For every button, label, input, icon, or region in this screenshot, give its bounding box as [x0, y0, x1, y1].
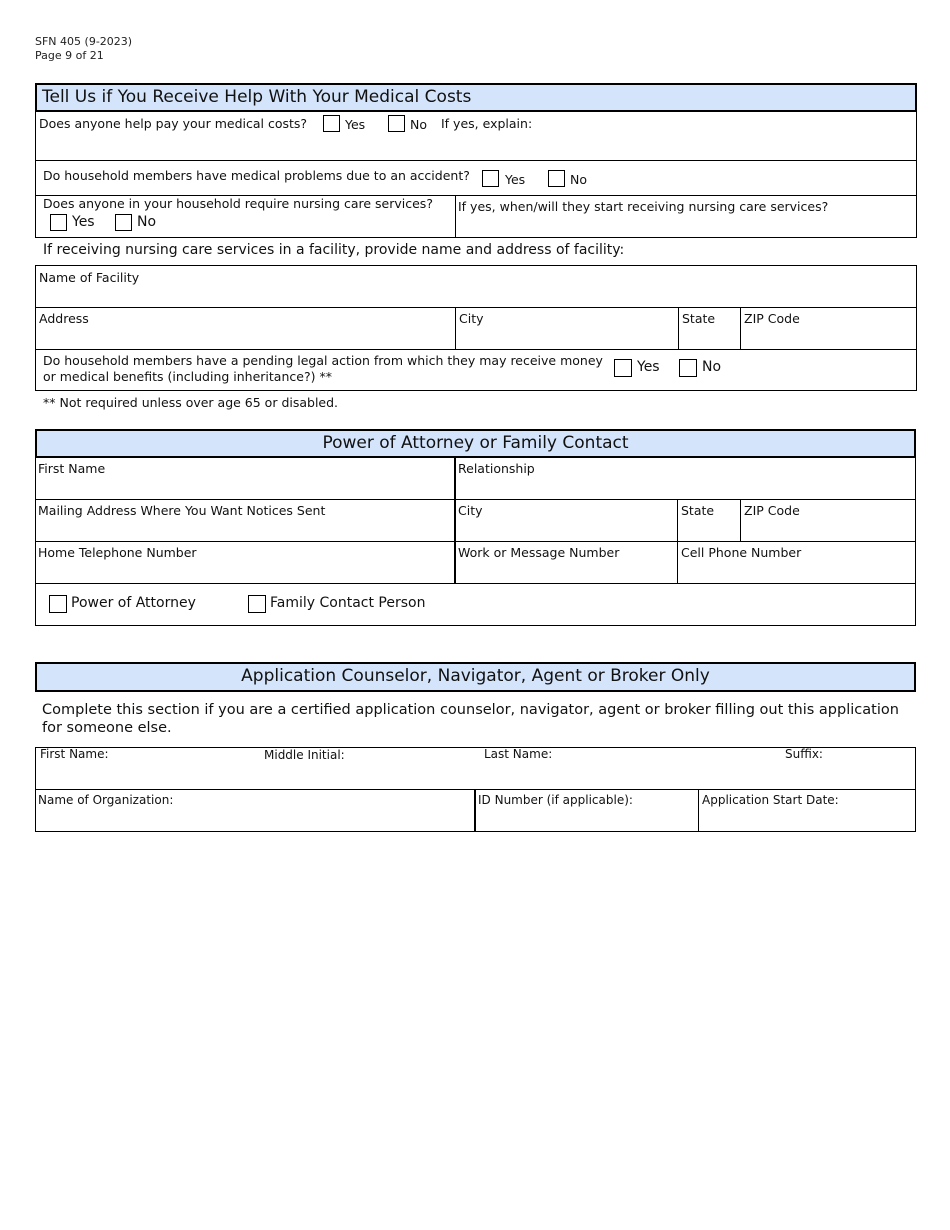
question-nursing: Does anyone in your household require nursing care services?	[43, 196, 433, 211]
col-divider	[698, 789, 699, 832]
col-divider	[455, 195, 456, 238]
facility-intro: If receiving nursing care services in a facility, provide name and address of facility:	[43, 242, 625, 258]
col-divider	[455, 307, 456, 349]
row-divider	[35, 160, 917, 161]
counselor-organization-label: Name of Organization:	[38, 793, 174, 807]
footnote: ** Not required unless over age 65 or disabled.	[43, 395, 339, 410]
question-legal-line1: Do household members have a pending legal action from which they may receive money	[43, 353, 603, 368]
question-legal-line2: or medical benefits (including inheritance?) **	[43, 369, 332, 384]
poa-city-label: City	[458, 503, 483, 518]
legal-yes-checkbox[interactable]	[614, 359, 632, 377]
accident-no-checkbox[interactable]	[548, 170, 565, 187]
counselor-intro	[42, 701, 916, 737]
section-title-counselor	[35, 662, 916, 692]
accident-yes-label: Yes	[505, 172, 526, 187]
poa-first-name-label: First Name	[38, 461, 106, 476]
section-title-text: Tell Us if You Receive Help With Your Medical Costs	[42, 87, 472, 107]
poa-cell-phone-label: Cell Phone Number	[681, 545, 802, 560]
if-yes-explain-label: If yes, explain:	[441, 116, 533, 131]
counselor-middle-initial-label: Middle Initial:	[264, 748, 345, 762]
col-divider	[740, 307, 741, 349]
poa-state-label: State	[681, 503, 715, 518]
help-pay-yes-label: Yes	[345, 117, 366, 132]
power-of-attorney-label: Power of Attorney	[71, 595, 196, 611]
poa-home-phone-label: Home Telephone Number	[38, 545, 197, 560]
facility-state-label: State	[682, 311, 716, 326]
help-pay-no-label: No	[410, 117, 427, 132]
question-help-pay: Does anyone help pay your medical costs?	[39, 116, 308, 131]
facility-address-label: Address	[39, 311, 89, 326]
facility-name-field[interactable]	[36, 286, 916, 306]
form-number: SFN 405 (9-2023)	[35, 35, 133, 48]
section-title-poa	[35, 429, 916, 458]
poa-relationship-label: Relationship	[458, 461, 535, 476]
section-title-medical-help	[35, 83, 917, 112]
question-accident: Do household members have medical problems due to an accident?	[43, 168, 470, 183]
question-nursing-when: If yes, when/will they start receiving nursing care services?	[458, 199, 829, 214]
legal-no-checkbox[interactable]	[679, 359, 697, 377]
facility-name-label: Name of Facility	[39, 270, 140, 285]
col-divider	[454, 457, 456, 583]
power-of-attorney-checkbox[interactable]	[49, 595, 67, 613]
counselor-intro-line1: Complete this section if you are a certified application counselor, navigator, agent or broker filling out this application	[42, 702, 899, 718]
counselor-intro-line2: for someone else.	[42, 720, 172, 736]
section-title-text: Power of Attorney or Family Contact	[322, 433, 629, 453]
facility-city-label: City	[459, 311, 484, 326]
facility-zip-label: ZIP Code	[744, 311, 800, 326]
nursing-yes-checkbox[interactable]	[50, 214, 67, 231]
section-title-text: Application Counselor, Navigator, Agent or Broker Only	[241, 666, 710, 686]
page-info: Page 9 of 21	[35, 49, 104, 62]
col-divider	[740, 499, 741, 541]
nursing-yes-label: Yes	[72, 214, 95, 230]
legal-no-label: No	[702, 359, 722, 375]
row-divider	[35, 307, 917, 308]
col-divider	[474, 789, 476, 832]
help-pay-no-checkbox[interactable]	[388, 115, 405, 132]
poa-zip-label: ZIP Code	[744, 503, 800, 518]
counselor-last-name-label: Last Name:	[484, 747, 553, 761]
nursing-no-checkbox[interactable]	[115, 214, 132, 231]
row-divider	[35, 349, 917, 350]
family-contact-label: Family Contact Person	[270, 595, 426, 611]
counselor-id-number-label: ID Number (if applicable):	[478, 793, 633, 807]
counselor-first-name-label: First Name:	[40, 747, 109, 761]
family-contact-checkbox[interactable]	[248, 595, 266, 613]
accident-yes-checkbox[interactable]	[482, 170, 499, 187]
legal-yes-label: Yes	[637, 359, 660, 375]
poa-mailing-address-label: Mailing Address Where You Want Notices Sent	[38, 503, 326, 518]
poa-work-phone-label: Work or Message Number	[458, 545, 620, 560]
row-divider	[35, 583, 916, 584]
accident-no-label: No	[570, 172, 587, 187]
counselor-suffix-label: Suffix:	[785, 747, 823, 761]
row-divider	[35, 499, 916, 500]
row-divider	[35, 541, 916, 542]
help-pay-yes-checkbox[interactable]	[323, 115, 340, 132]
col-divider	[678, 307, 679, 349]
counselor-start-date-label: Application Start Date:	[702, 793, 839, 807]
nursing-no-label: No	[137, 214, 157, 230]
col-divider	[677, 499, 678, 583]
